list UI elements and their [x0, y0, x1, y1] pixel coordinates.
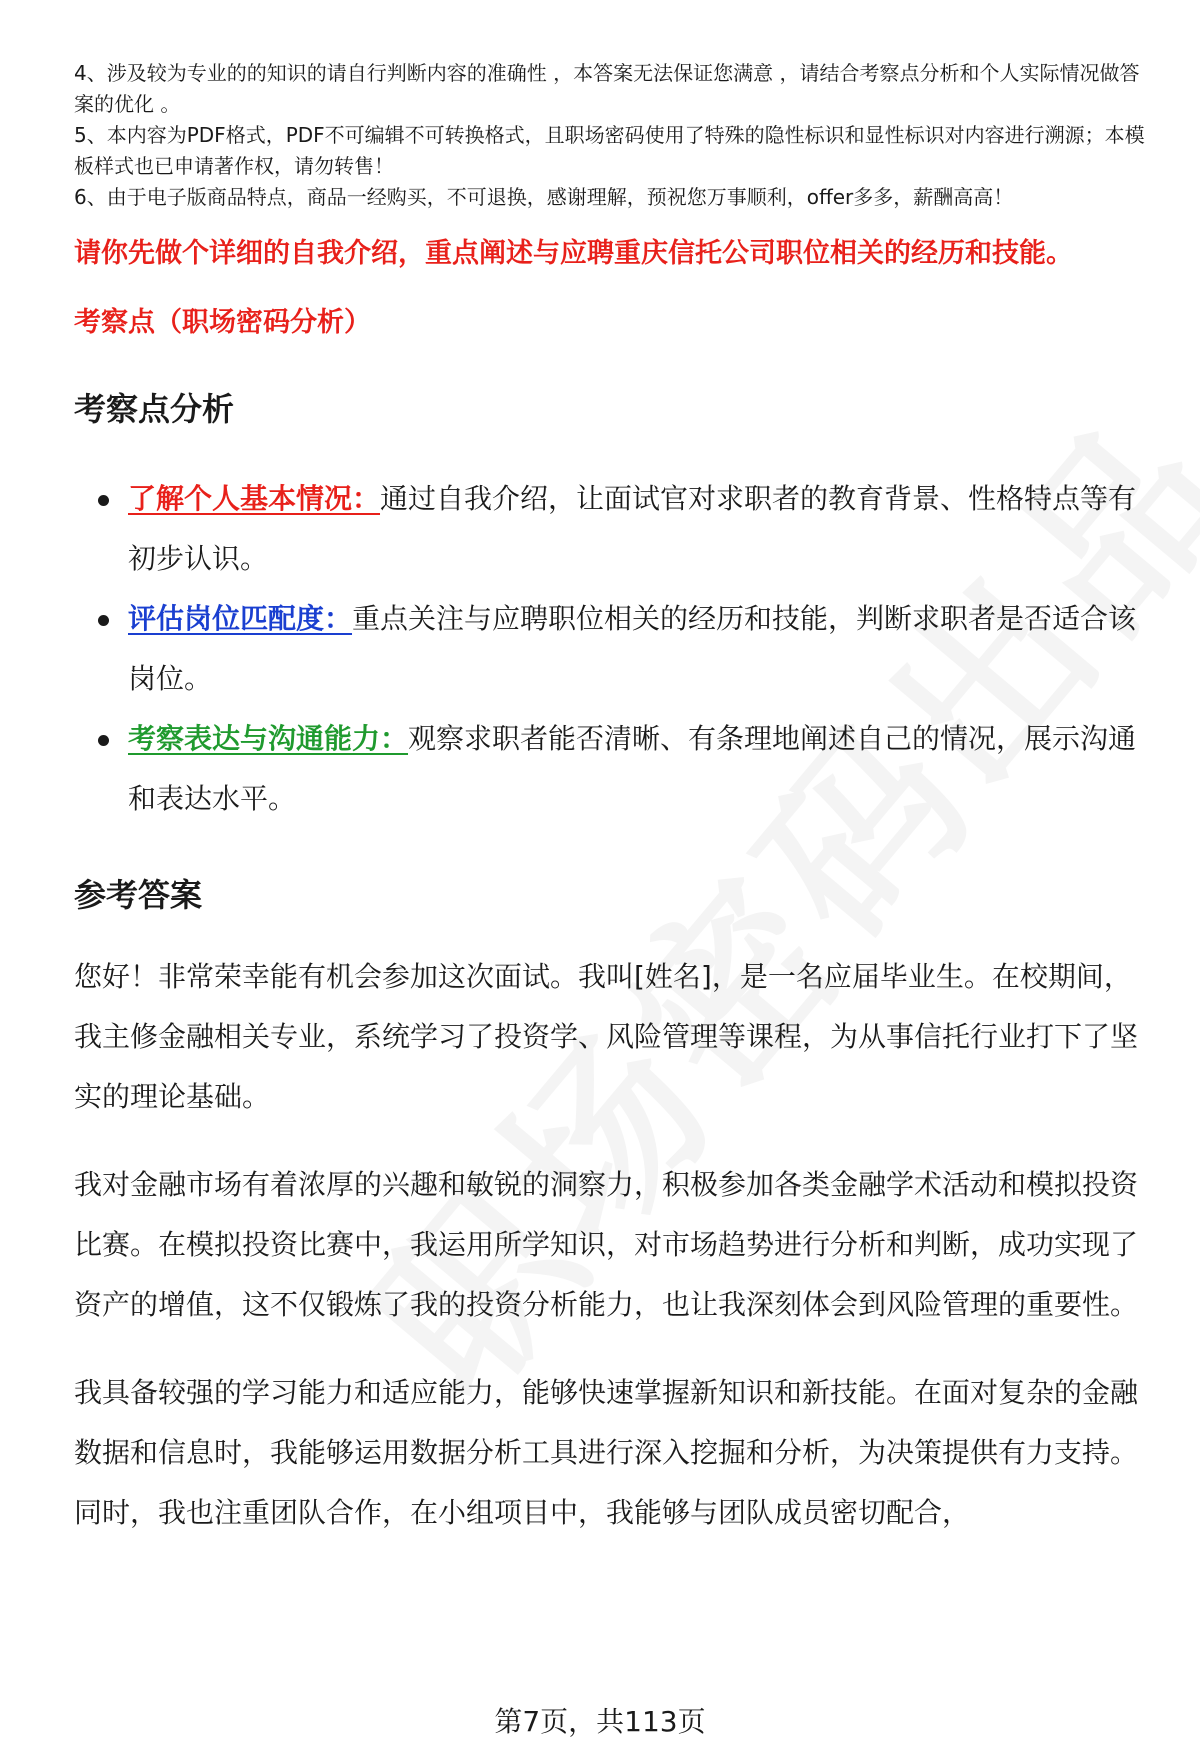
- page-number: 第7页，共113页: [494, 1705, 706, 1738]
- notice-item: 5、本内容为PDF格式，PDF不可编辑不可转换格式，且职场密码使用了特殊的隐性标识和显性标识对内容进行溯源；本模板样式也已申请著作权，请勿转售！: [74, 123, 1145, 178]
- answer-paragraph: 我具备较强的学习能力和适应能力，能够快速掌握新知识和新技能。在面对复杂的金融数据和信息时，我能够运用数据分析工具进行深入挖掘和分析，为决策提供有力支持。同时，我也注重团队合作，在小组项目中，我能够与团队成员密切配合，: [74, 1376, 1139, 1529]
- page-content: [74, 58, 1154, 1543]
- notice-item: 6、由于电子版商品特点，商品一经购买，不可退换，感谢理解，预祝您万事顺利，offer多多，薪酬高高！: [74, 185, 1014, 209]
- analysis-item: [74, 709, 1154, 829]
- analysis-list: [74, 469, 1154, 829]
- exam-point-label: 考察点（职场密码分析）: [74, 307, 371, 338]
- answer-paragraph: 您好！非常荣幸能有机会参加这次面试。我叫[姓名]，是一名应届毕业生。在校期间，我主修金融相关专业，系统学习了投资学、风险管理等课程，为从事信托行业打下了坚实的理论基础。: [74, 960, 1139, 1113]
- analysis-keyword: 了解个人基本情况：: [128, 482, 381, 515]
- bullet-icon: [98, 615, 109, 626]
- analysis-item: [74, 589, 1154, 709]
- answer-paragraph: 我对金融市场有着浓厚的兴趣和敏锐的洞察力，积极参加各类金融学术活动和模拟投资比赛。在模拟投资比赛中，我运用所学知识，对市场趋势进行分析和判断，成功实现了资产的增值，这不仅锻炼了我的投资分析能力，也让我深刻体会到风险管理的重要性。: [74, 1168, 1139, 1321]
- analysis-text: 通过自我介绍，让面试官对求职者的教育背景、性格特点等有初步认识。: [128, 482, 1137, 575]
- analysis-heading: 考察点分析: [74, 390, 235, 428]
- analysis-item: [74, 469, 1154, 589]
- analysis-text: 重点关注与应聘职位相关的经历和技能，判断求职者是否适合该岗位。: [128, 602, 1137, 695]
- interview-question: 请你先做个详细的自我介绍，重点阐述与应聘重庆信托公司职位相关的经历和技能。: [74, 238, 1073, 269]
- analysis-text: 观察求职者能否清晰、有条理地阐述自己的情况，展示沟通和表达水平。: [128, 722, 1137, 815]
- analysis-keyword: 考察表达与沟通能力：: [128, 722, 409, 755]
- notice-list: [74, 58, 1154, 213]
- bullet-icon: [98, 495, 109, 506]
- analysis-keyword: 评估岗位匹配度：: [128, 602, 353, 635]
- answer-heading: 参考答案: [74, 876, 203, 914]
- bullet-icon: [98, 735, 109, 746]
- notice-item: 4、涉及较为专业的的知识的请自行判断内容的准确性 ，本答案无法保证您满意 ，请结合考察点分析和个人实际情况做答案的优化 。: [74, 61, 1140, 116]
